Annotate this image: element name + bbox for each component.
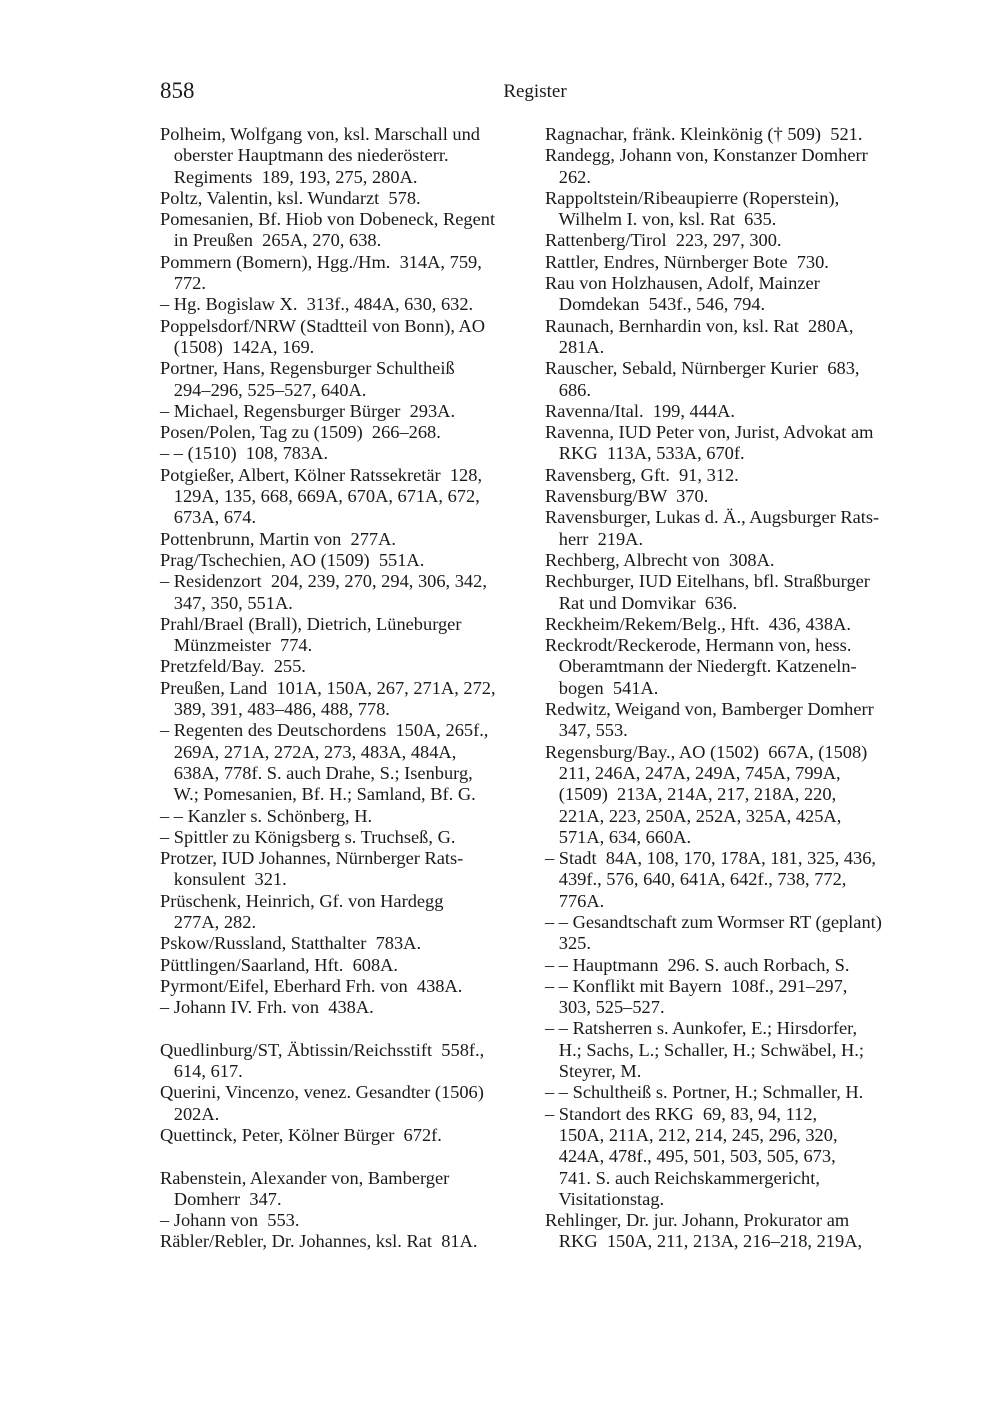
index-entry-line: Rat und Domvikar 636.	[545, 592, 738, 613]
index-entry-line: – Residenzort 204, 239, 270, 294, 306, 342,	[160, 571, 487, 592]
index-entry-line: Steyrer, M.	[545, 1061, 642, 1082]
index-entry-line: Rabenstein, Alexander von, Bamberger	[160, 1167, 450, 1188]
index-entry-line: – Hg. Bogislaw X. 313f., 484A, 630, 632.	[160, 294, 474, 315]
index-entry-line: Protzer, IUD Johannes, Nürnberger Rats-	[160, 848, 464, 869]
index-entry-line: Rehlinger, Dr. jur. Johann, Prokurator am	[545, 1210, 850, 1231]
index-entry-line: 424A, 478f., 495, 501, 503, 505, 673,	[545, 1146, 836, 1167]
index-entry-line: 202A.	[160, 1103, 220, 1124]
index-entry-line: Ravenna, IUD Peter von, Jurist, Advokat am	[545, 422, 874, 443]
index-entry-line: Querini, Vincenzo, venez. Gesandter (1506)	[160, 1082, 484, 1103]
register-column-left	[160, 124, 530, 1253]
index-entry-line: 277A, 282.	[160, 911, 257, 932]
index-entry-line: Püttlingen/Saarland, Hft. 608A.	[160, 954, 399, 975]
index-entry-line: 269A, 271A, 272A, 273, 483A, 484A,	[160, 741, 457, 762]
index-entry-line: Pretzfeld/Bay. 255.	[160, 656, 306, 677]
index-entry-line: – Spittler zu Königsberg s. Truchseß, G.	[160, 826, 456, 847]
index-entry-line: Räbler/Rebler, Dr. Johannes, ksl. Rat 81A.	[160, 1231, 478, 1252]
page-number: 858	[160, 78, 195, 103]
index-entry-line: Prüschenk, Heinrich, Gf. von Hardegg	[160, 890, 444, 911]
index-entry-line: 614, 617.	[160, 1061, 243, 1082]
index-entry-line: Visitationstag.	[545, 1188, 665, 1209]
index-entry-line: 389, 391, 483–486, 488, 778.	[160, 699, 390, 720]
index-entry-line: Raunach, Bernhardin von, ksl. Rat 280A,	[545, 315, 854, 336]
index-entry-line: Regensburg/Bay., AO (1502) 667A, (1508)	[545, 741, 868, 762]
index-entry-line: Ravensburger, Lukas d. Ä., Augsburger Rats-	[545, 507, 880, 528]
index-entry-line: Rattenberg/Tirol 223, 297, 300.	[545, 230, 782, 251]
index-entry-line: Preußen, Land 101A, 150A, 267, 271A, 272,	[160, 677, 496, 698]
index-entry-line	[160, 1146, 530, 1167]
index-entry-line: Potgießer, Albert, Kölner Ratssekretär 128,	[160, 464, 483, 485]
index-entry-line: 439f., 576, 640, 641A, 642f., 738, 772,	[545, 869, 847, 890]
index-entry-line: – – (1510) 108, 783A.	[160, 443, 329, 464]
index-entry-line: – Stadt 84A, 108, 170, 178A, 181, 325, 436,	[545, 848, 877, 869]
index-entry-line: – – Hauptmann 296. S. auch Rorbach, S.	[545, 954, 850, 975]
index-entry-line: Prahl/Brael (Brall), Dietrich, Lüneburger	[160, 613, 462, 634]
index-entry-line: herr 219A.	[545, 528, 644, 549]
index-entry-line: – Regenten des Deutschordens 150A, 265f.,	[160, 720, 489, 741]
index-entry-line: 281A.	[545, 336, 605, 357]
index-entry-line: 294–296, 525–527, 640A.	[160, 379, 367, 400]
index-entry-line: RKG 150A, 211, 213A, 216–218, 219A,	[545, 1231, 863, 1252]
index-entry-line: Pyrmont/Eifel, Eberhard Frh. von 438A.	[160, 975, 463, 996]
index-entry-line: – – Schultheiß s. Portner, H.; Schmaller, H.	[545, 1082, 864, 1103]
index-entry-line: – Johann IV. Frh. von 438A.	[160, 997, 374, 1018]
index-entry-line: W.; Pomesanien, Bf. H.; Samland, Bf. G.	[160, 784, 476, 805]
index-entry-line: Poppelsdorf/NRW (Stadtteil von Bonn), AO	[160, 315, 486, 336]
index-entry-line: – – Konflikt mit Bayern 108f., 291–297,	[545, 975, 848, 996]
register-column-right	[545, 124, 915, 1253]
index-entry-line: 129A, 135, 668, 669A, 670A, 671A, 672,	[160, 486, 480, 507]
index-entry-line: Ravensberg, Gft. 91, 312.	[545, 464, 739, 485]
index-entry-line: Oberamtmann der Niedergft. Katzeneln-	[545, 656, 857, 677]
index-entry-line: Pomesanien, Bf. Hiob von Dobeneck, Regent	[160, 209, 496, 230]
index-entry-line: 347, 350, 551A.	[160, 592, 293, 613]
index-entry-line: – Johann von 553.	[160, 1210, 300, 1231]
index-entry-line: 741. S. auch Reichskammergericht,	[545, 1167, 820, 1188]
index-entry-line: 686.	[545, 379, 591, 400]
index-entry-line: – Michael, Regensburger Bürger 293A.	[160, 400, 456, 421]
index-entry-line: Rechberg, Albrecht von 308A.	[545, 549, 775, 570]
index-entry-line: Rattler, Endres, Nürnberger Bote 730.	[545, 251, 829, 272]
index-entry-line: 262.	[545, 166, 591, 187]
index-entry-line: – – Kanzler s. Schönberg, H.	[160, 805, 373, 826]
index-entry-line: Ravenna/Ital. 199, 444A.	[545, 400, 735, 421]
index-entry-line: oberster Hauptmann des niederösterr.	[160, 145, 449, 166]
index-entry-line: Polheim, Wolfgang von, ksl. Marschall und	[160, 124, 480, 144]
index-entry-line: Portner, Hans, Regensburger Schultheiß	[160, 358, 455, 379]
index-entry-line: – Standort des RKG 69, 83, 94, 112,	[545, 1103, 818, 1124]
index-entry-line: 347, 553.	[545, 720, 628, 741]
index-entry-line: H.; Sachs, L.; Schaller, H.; Schwäbel, H.;	[545, 1039, 864, 1060]
index-entry-line: Rauscher, Sebald, Nürnberger Kurier 683,	[545, 358, 860, 379]
index-entry-line: 211, 246A, 247A, 249A, 745A, 799A,	[545, 762, 841, 783]
index-entry-line: Quedlinburg/ST, Äbtissin/Reichsstift 558f.,	[160, 1039, 485, 1060]
index-entry-line: 776A.	[545, 890, 605, 911]
index-entry-line	[160, 1018, 530, 1039]
index-entry-line: (1508) 142A, 169.	[160, 336, 315, 357]
index-entry-line: 673A, 674.	[160, 507, 257, 528]
index-entry-line: Reckrodt/Reckerode, Hermann von, hess.	[545, 635, 852, 656]
index-entry-line: 303, 525–527.	[545, 997, 665, 1018]
index-entry-line: Münzmeister 774.	[160, 635, 313, 656]
index-entry-line: Posen/Polen, Tag zu (1509) 266–268.	[160, 422, 441, 443]
index-entry-line: Regiments 189, 193, 275, 280A.	[160, 166, 418, 187]
index-entry-line: Wilhelm I. von, ksl. Rat 635.	[545, 209, 777, 230]
index-entry-line: (1509) 213A, 214A, 217, 218A, 220,	[545, 784, 837, 805]
index-entry-line: konsulent 321.	[160, 869, 287, 890]
index-entry-line: 772.	[160, 273, 206, 294]
index-entry-line: Pskow/Russland, Statthalter 783A.	[160, 933, 422, 954]
index-entry-line: Domdekan 543f., 546, 794.	[545, 294, 766, 315]
index-entry-line: RKG 113A, 533A, 670f.	[545, 443, 745, 464]
index-entry-line: Randegg, Johann von, Konstanzer Domherr	[545, 145, 868, 166]
index-entry-line: Reckheim/Rekem/Belg., Hft. 436, 438A.	[545, 613, 851, 634]
index-entry-line: Ragnachar, fränk. Kleinkönig († 509) 521.	[545, 124, 863, 144]
index-entry-line: 571A, 634, 660A.	[545, 826, 692, 847]
running-head: Register	[503, 81, 567, 102]
index-entry-line: 221A, 223, 250A, 252A, 325A, 425A,	[545, 805, 842, 826]
index-entry-line: 150A, 211A, 212, 214, 245, 296, 320,	[545, 1124, 838, 1145]
index-entry-line: 325.	[545, 933, 591, 954]
index-entry-line: Pottenbrunn, Martin von 277A.	[160, 528, 396, 549]
index-entry-line: in Preußen 265A, 270, 638.	[160, 230, 382, 251]
index-entry-line: Quettinck, Peter, Kölner Bürger 672f.	[160, 1124, 442, 1145]
index-entry-line: Domherr 347.	[160, 1188, 282, 1209]
index-entry-line: – – Ratsherren s. Aunkofer, E.; Hirsdorfer,	[545, 1018, 858, 1039]
index-entry-line: Rau von Holzhausen, Adolf, Mainzer	[545, 273, 820, 294]
index-entry-line: Poltz, Valentin, ksl. Wundarzt 578.	[160, 187, 421, 208]
index-entry-line: Rappoltstein/Ribeaupierre (Roperstein),	[545, 187, 840, 208]
index-entry-line: Pommern (Bomern), Hgg./Hm. 314A, 759,	[160, 251, 482, 272]
index-entry-line: Redwitz, Weigand von, Bamberger Domherr	[545, 699, 874, 720]
index-entry-line: bogen 541A.	[545, 677, 659, 698]
index-entry-line: Rechburger, IUD Eitelhans, bfl. Straßburger	[545, 571, 870, 592]
index-entry-line: – – Gesandtschaft zum Wormser RT (geplant)	[545, 911, 882, 932]
index-entry-line: Ravensburg/BW 370.	[545, 486, 709, 507]
index-entry-line: Prag/Tschechien, AO (1509) 551A.	[160, 549, 425, 570]
index-entry-line: 638A, 778f. S. auch Drahe, S.; Isenburg,	[160, 762, 473, 783]
